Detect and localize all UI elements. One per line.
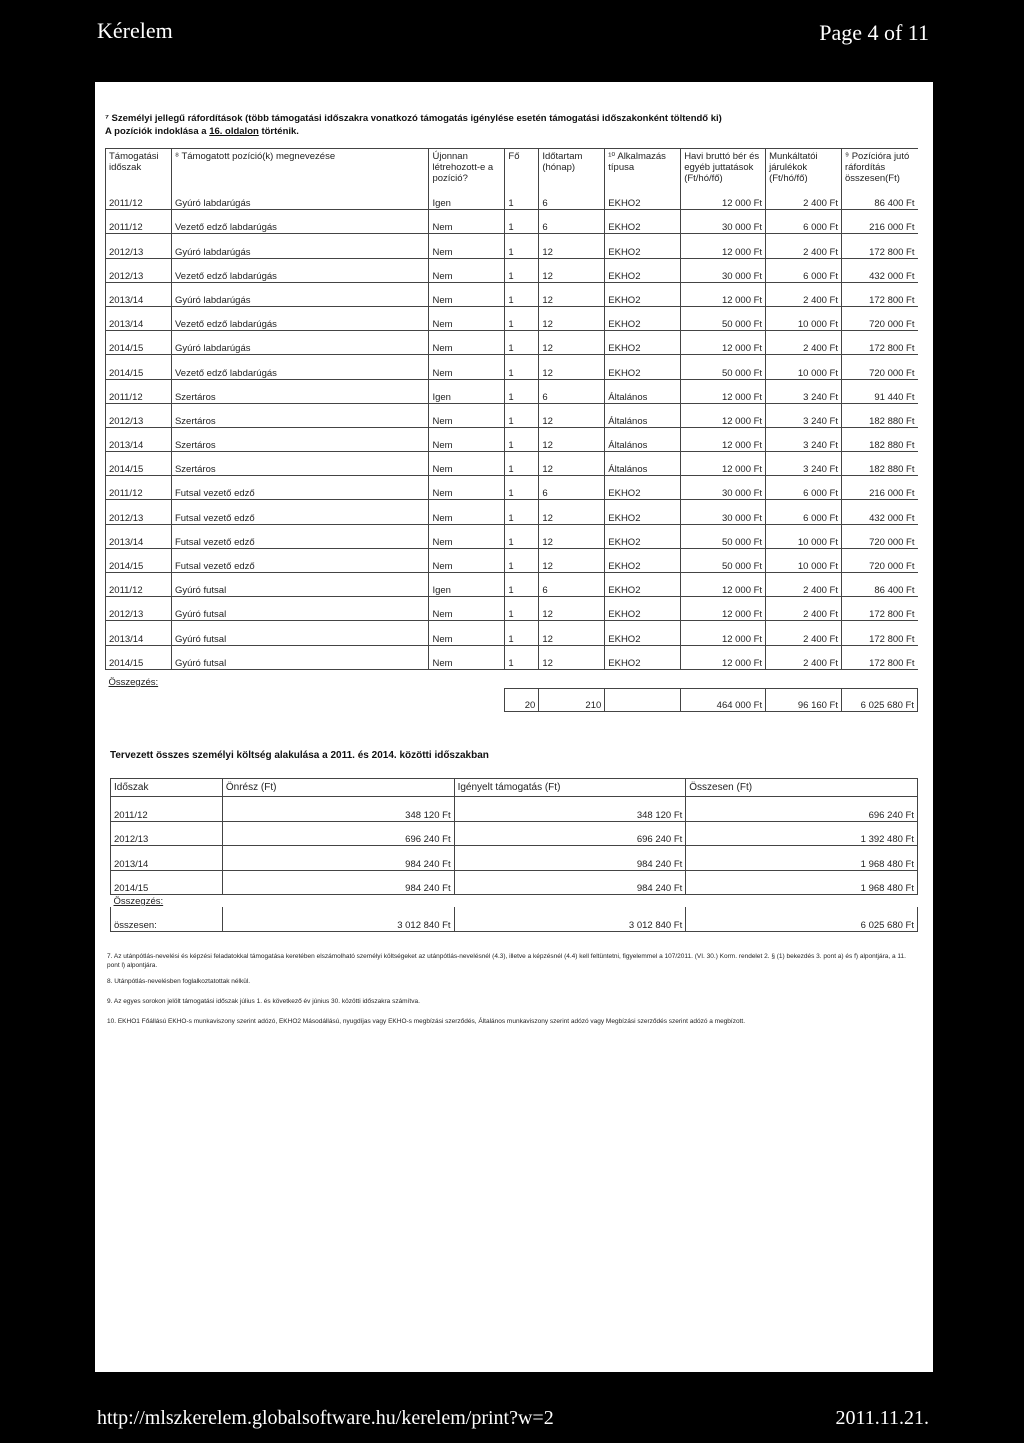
cost-cell: 696 240 Ft	[686, 797, 918, 822]
table-cell: 2 400 Ft	[766, 597, 842, 621]
table-cell: 2012/13	[106, 258, 172, 282]
total-label: összesen:	[111, 907, 223, 931]
cost-cell: 2011/12	[111, 797, 223, 822]
footnote-9: 9. Az egyes sorokon jelölt támogatási időszak július 1. és következő év június 30. közötti időszakra számítva.	[107, 998, 420, 1005]
footnote-10: 10. EKHO1 Főállású EKHO-s munkaviszony szerint adózó, EKHO2 Másodállású, nyugdíjas vagy EKHO-s megbízási szerződés, Általános munkaviszony szerint adózó vagy Megbízási szerződés szerint adózó a megbízott.	[107, 1018, 746, 1025]
table-row	[106, 258, 918, 282]
table-cell: 12 000 Ft	[681, 331, 766, 355]
table-cell: Nem	[429, 234, 505, 258]
table-cell: Futsal vezető edző	[171, 500, 429, 524]
table-cell: 2013/14	[106, 524, 172, 548]
cost-cell: 984 240 Ft	[222, 846, 454, 871]
table-cell: 12	[539, 258, 605, 282]
table-cell: EKHO2	[605, 476, 681, 500]
table-cell: 172 800 Ft	[842, 621, 918, 645]
page-number: Page 4 of 11	[819, 20, 929, 45]
table-cell: Vezető edző labdarúgás	[171, 258, 429, 282]
table-cell: Nem	[429, 621, 505, 645]
table-row	[106, 427, 918, 451]
cost-cell: 1 968 480 Ft	[686, 870, 918, 895]
table-cell: Gyúró labdarúgás	[171, 186, 429, 210]
table-cell: 12 000 Ft	[681, 427, 766, 451]
table-cell: 1	[505, 186, 539, 210]
table-cell: 3 240 Ft	[766, 452, 842, 476]
footnote-7: 7. Az utánpótlás-nevelési és képzési feladatokkal támogatása keretében elszámolható személyi költségeket az utánpótlás-nevelésnél (4.3), illetve a képzésnél (4.4) kell feltüntetni, figyelemmel a 107/2011. (VI. 30.) Korm. rendelet 2. § (1) bekezdés 3. pont a) és f) alpontjára, a 11. pont l) alpontjára.	[107, 953, 906, 969]
table-row	[106, 210, 918, 234]
table-cell: 432 000 Ft	[842, 500, 918, 524]
table-cell: 12 000 Ft	[681, 403, 766, 427]
summary-jarulek: 96 160 Ft	[766, 688, 842, 711]
table-cell: Nem	[429, 524, 505, 548]
table-cell: 720 000 Ft	[842, 524, 918, 548]
table-header	[106, 149, 918, 187]
table-cell: EKHO2	[605, 355, 681, 379]
table-cell: 50 000 Ft	[681, 524, 766, 548]
table-cell: 2014/15	[106, 331, 172, 355]
table-cell: 6 000 Ft	[766, 210, 842, 234]
table-cell: 12	[539, 282, 605, 306]
summary-label-row	[106, 669, 918, 688]
cost-cell: 696 240 Ft	[454, 821, 686, 846]
total-igenyelt: 3 012 840 Ft	[454, 907, 686, 931]
table-cell: 1	[505, 306, 539, 330]
table-cell: 216 000 Ft	[842, 210, 918, 234]
table-cell: 216 000 Ft	[842, 476, 918, 500]
table-row	[106, 379, 918, 403]
table-cell: EKHO2	[605, 331, 681, 355]
table-cell: 2014/15	[106, 452, 172, 476]
table-cell: 12	[539, 403, 605, 427]
col-header: Támogatási időszak	[106, 149, 172, 187]
cost-cell: 2013/14	[111, 846, 223, 871]
document-page	[95, 82, 933, 1372]
table-row	[106, 403, 918, 427]
table-row	[106, 645, 918, 669]
footnote-7-heading	[105, 112, 925, 138]
table-cell: EKHO2	[605, 524, 681, 548]
table-cell: 12 000 Ft	[681, 186, 766, 210]
table-cell: 1	[505, 573, 539, 597]
col-header: Időszak	[111, 779, 223, 797]
cost-row	[111, 870, 918, 895]
col-header: Havi bruttó bér és egyéb juttatások (Ft/hó/fő)	[681, 149, 766, 187]
table-cell: 2013/14	[106, 282, 172, 306]
table-cell: 2013/14	[106, 306, 172, 330]
table-cell: 2011/12	[106, 573, 172, 597]
table-cell: Szertáros	[171, 379, 429, 403]
table-cell: 1	[505, 452, 539, 476]
table-cell: Futsal vezető edző	[171, 548, 429, 572]
table-cell: 6 000 Ft	[766, 476, 842, 500]
table-cell: 2011/12	[106, 379, 172, 403]
table-cell: 720 000 Ft	[842, 548, 918, 572]
table-cell: 2 400 Ft	[766, 645, 842, 669]
table-cell: Nem	[429, 548, 505, 572]
table-row	[106, 500, 918, 524]
table-cell: 182 880 Ft	[842, 427, 918, 451]
table-cell: 172 800 Ft	[842, 331, 918, 355]
table-cell: 12 000 Ft	[681, 645, 766, 669]
table-cell: 1	[505, 379, 539, 403]
table-cell: 12	[539, 621, 605, 645]
cost-cell: 1 392 480 Ft	[686, 821, 918, 846]
positions-table-body	[106, 186, 918, 669]
table-cell: 2012/13	[106, 500, 172, 524]
table-cell: EKHO2	[605, 548, 681, 572]
table-cell: Általános	[605, 427, 681, 451]
table-cell: 1	[505, 621, 539, 645]
summary-idotartam: 210	[539, 688, 605, 711]
table-cell: 10 000 Ft	[766, 524, 842, 548]
table-cell: 50 000 Ft	[681, 306, 766, 330]
table-cell: 10 000 Ft	[766, 306, 842, 330]
cost-total-row	[111, 907, 918, 931]
table-cell: Vezető edző labdarúgás	[171, 306, 429, 330]
cost-cell: 348 120 Ft	[222, 797, 454, 822]
table-cell: 12 000 Ft	[681, 234, 766, 258]
table-row	[106, 452, 918, 476]
table-cell: Gyúró futsal	[171, 597, 429, 621]
cost-cell: 984 240 Ft	[454, 870, 686, 895]
table-cell: 30 000 Ft	[681, 258, 766, 282]
table-cell: 1	[505, 210, 539, 234]
table-cell: 12	[539, 452, 605, 476]
table-cell: 2011/12	[106, 476, 172, 500]
table-cell: 2011/12	[106, 186, 172, 210]
table-cell: 12	[539, 355, 605, 379]
table-cell: 182 880 Ft	[842, 403, 918, 427]
table-cell: Futsal vezető edző	[171, 524, 429, 548]
table-cell: 30 000 Ft	[681, 500, 766, 524]
table-cell: 12	[539, 331, 605, 355]
cost-cell: 2014/15	[111, 870, 223, 895]
table-cell: 172 800 Ft	[842, 597, 918, 621]
table-cell: 1	[505, 403, 539, 427]
table-cell: 12	[539, 500, 605, 524]
table-cell: EKHO2	[605, 282, 681, 306]
col-header: Összesen (Ft)	[686, 779, 918, 797]
cost-summary-label: Összegzés:	[113, 896, 164, 907]
table-cell: EKHO2	[605, 258, 681, 282]
table-cell: 1	[505, 427, 539, 451]
table-cell: Igen	[429, 186, 505, 210]
table-cell: 2014/15	[106, 645, 172, 669]
table-cell: 12	[539, 524, 605, 548]
table-row	[106, 573, 918, 597]
table-cell: Nem	[429, 355, 505, 379]
table-cell: 2014/15	[106, 548, 172, 572]
table-cell: Szertáros	[171, 452, 429, 476]
total-onresz: 3 012 840 Ft	[222, 907, 454, 931]
table-cell: Futsal vezető edző	[171, 476, 429, 500]
table-row	[106, 548, 918, 572]
table-cell: 86 400 Ft	[842, 573, 918, 597]
table-cell: 6	[539, 573, 605, 597]
table-cell: 2 400 Ft	[766, 186, 842, 210]
table-cell: 12	[539, 645, 605, 669]
summary-spacer	[106, 688, 505, 711]
col-header: Fő	[505, 149, 539, 187]
table-cell: Vezető edző labdarúgás	[171, 210, 429, 234]
col-header: ⁸ Támogatott pozíció(k) megnevezése	[171, 149, 429, 187]
planned-cost-title: Tervezett összes személyi költség alakulása a 2011. és 2014. közötti időszakban	[110, 750, 489, 761]
total-osszesen: 6 025 680 Ft	[686, 907, 918, 931]
table-cell: 12	[539, 597, 605, 621]
table-cell: 6	[539, 476, 605, 500]
cost-table-body	[111, 797, 918, 895]
col-header: Munkáltatói járulékok (Ft/hó/fő)	[766, 149, 842, 187]
table-cell: 91 440 Ft	[842, 379, 918, 403]
table-cell: 1	[505, 645, 539, 669]
table-cell: EKHO2	[605, 573, 681, 597]
table-cell: Általános	[605, 452, 681, 476]
cost-row	[111, 846, 918, 871]
table-cell: 12 000 Ft	[681, 597, 766, 621]
note-text: A pozíciók indoklása a	[105, 126, 210, 137]
table-cell: 2014/15	[106, 355, 172, 379]
table-row	[106, 186, 918, 210]
table-cell: Nem	[429, 306, 505, 330]
table-cell: 2012/13	[106, 597, 172, 621]
summary-osszesen: 6 025 680 Ft	[842, 688, 918, 711]
table-cell: Nem	[429, 258, 505, 282]
cost-table	[110, 778, 918, 932]
col-header: ⁹ Pozícióra jutó ráfordítás összesen(Ft)	[842, 149, 918, 187]
table-cell: EKHO2	[605, 621, 681, 645]
table-cell: 2 400 Ft	[766, 573, 842, 597]
table-cell: Gyúró futsal	[171, 645, 429, 669]
col-header: ¹⁰ Alkalmazás típusa	[605, 149, 681, 187]
note-text: történik.	[258, 126, 299, 137]
table-row	[106, 524, 918, 548]
table-cell: 1	[505, 234, 539, 258]
table-cell: 1	[505, 597, 539, 621]
table-cell: 6 000 Ft	[766, 258, 842, 282]
table-cell: EKHO2	[605, 645, 681, 669]
table-cell: Nem	[429, 331, 505, 355]
table-cell: 2012/13	[106, 403, 172, 427]
table-cell: Igen	[429, 573, 505, 597]
table-cell: 1	[505, 524, 539, 548]
table-cell: 172 800 Ft	[842, 645, 918, 669]
col-header: Újonnan létrehozott-e a pozíció?	[429, 149, 505, 187]
table-cell: 182 880 Ft	[842, 452, 918, 476]
note-line-2	[105, 125, 925, 138]
table-cell: 1	[505, 500, 539, 524]
table-cell: 50 000 Ft	[681, 548, 766, 572]
cost-row	[111, 821, 918, 846]
table-cell: 6 000 Ft	[766, 500, 842, 524]
table-cell: Igen	[429, 379, 505, 403]
page-url: http://mlszkerelem.globalsoftware.hu/kerelem/print?w=2	[97, 1407, 554, 1429]
table-cell: Gyúró labdarúgás	[171, 234, 429, 258]
table-cell: 6	[539, 186, 605, 210]
table-cell: EKHO2	[605, 500, 681, 524]
col-header: Igényelt támogatás (Ft)	[454, 779, 686, 797]
table-cell: EKHO2	[605, 306, 681, 330]
table-cell: 172 800 Ft	[842, 282, 918, 306]
summary-fo: 20	[505, 688, 539, 711]
table-cell: 2 400 Ft	[766, 282, 842, 306]
footnote-8: 8. Utánpótlás-nevelésben foglalkoztatottak nélkül.	[107, 978, 251, 985]
table-cell: 1	[505, 355, 539, 379]
table-row	[106, 621, 918, 645]
table-cell: 1	[505, 282, 539, 306]
table-cell: 12	[539, 548, 605, 572]
table-cell: 30 000 Ft	[681, 476, 766, 500]
table-cell: 720 000 Ft	[842, 306, 918, 330]
page-header-title: Kérelem	[97, 18, 173, 43]
table-cell: 12	[539, 427, 605, 451]
cost-cell: 348 120 Ft	[454, 797, 686, 822]
col-header: Időtartam (hónap)	[539, 149, 605, 187]
table-cell: Nem	[429, 403, 505, 427]
table-cell: Általános	[605, 403, 681, 427]
table-cell: Nem	[429, 282, 505, 306]
table-cell: 1	[505, 258, 539, 282]
table-cell: 12 000 Ft	[681, 379, 766, 403]
table-cell: 1	[505, 331, 539, 355]
table-cell: 3 240 Ft	[766, 403, 842, 427]
page-link[interactable]: 16. oldalon	[209, 126, 259, 137]
table-row	[106, 234, 918, 258]
table-row	[106, 306, 918, 330]
table-cell: 50 000 Ft	[681, 355, 766, 379]
table-cell: Nem	[429, 645, 505, 669]
cost-table-header	[111, 779, 918, 797]
table-cell: 172 800 Ft	[842, 234, 918, 258]
table-row	[106, 331, 918, 355]
table-cell: 12 000 Ft	[681, 573, 766, 597]
table-cell: Gyúró labdarúgás	[171, 282, 429, 306]
table-cell: 12 000 Ft	[681, 282, 766, 306]
table-cell: Nem	[429, 500, 505, 524]
table-cell: EKHO2	[605, 210, 681, 234]
cost-summary-label-row	[111, 895, 918, 908]
table-cell: Gyúró futsal	[171, 621, 429, 645]
summary-empty	[605, 688, 681, 711]
cost-cell: 1 968 480 Ft	[686, 846, 918, 871]
table-cell: EKHO2	[605, 597, 681, 621]
table-cell: 1	[505, 548, 539, 572]
table-cell: Szertáros	[171, 427, 429, 451]
table-cell: 432 000 Ft	[842, 258, 918, 282]
table-cell: 3 240 Ft	[766, 427, 842, 451]
table-cell: 30 000 Ft	[681, 210, 766, 234]
table-cell: 720 000 Ft	[842, 355, 918, 379]
cost-cell: 696 240 Ft	[222, 821, 454, 846]
table-cell: 10 000 Ft	[766, 355, 842, 379]
table-cell: 3 240 Ft	[766, 379, 842, 403]
table-row	[106, 597, 918, 621]
table-cell: Nem	[429, 210, 505, 234]
table-cell: 10 000 Ft	[766, 548, 842, 572]
table-cell: 2013/14	[106, 621, 172, 645]
col-header: Önrész (Ft)	[222, 779, 454, 797]
table-cell: 6	[539, 379, 605, 403]
table-cell: Szertáros	[171, 403, 429, 427]
table-cell: Általános	[605, 379, 681, 403]
table-cell: Vezető edző labdarúgás	[171, 355, 429, 379]
summary-label: Összegzés:	[108, 676, 159, 688]
table-cell: Nem	[429, 427, 505, 451]
table-cell: Nem	[429, 476, 505, 500]
table-cell: Gyúró futsal	[171, 573, 429, 597]
table-cell: Nem	[429, 452, 505, 476]
cost-row	[111, 797, 918, 822]
table-cell: 12 000 Ft	[681, 621, 766, 645]
table-cell: 1	[505, 476, 539, 500]
table-cell: 6	[539, 210, 605, 234]
summary-row	[106, 688, 918, 711]
table-cell: Gyúró labdarúgás	[171, 331, 429, 355]
table-cell: Nem	[429, 597, 505, 621]
table-cell: 2 400 Ft	[766, 234, 842, 258]
cost-cell: 984 240 Ft	[454, 846, 686, 871]
table-cell: 12	[539, 306, 605, 330]
table-cell: 2012/13	[106, 234, 172, 258]
table-cell: 12	[539, 234, 605, 258]
table-cell: 2 400 Ft	[766, 331, 842, 355]
summary-havi: 464 000 Ft	[681, 688, 766, 711]
table-cell: 86 400 Ft	[842, 186, 918, 210]
table-cell: 2011/12	[106, 210, 172, 234]
positions-table	[105, 148, 918, 712]
table-row	[106, 476, 918, 500]
table-row	[106, 282, 918, 306]
table-row	[106, 355, 918, 379]
table-cell: 2 400 Ft	[766, 621, 842, 645]
cost-cell: 984 240 Ft	[222, 870, 454, 895]
cost-cell: 2012/13	[111, 821, 223, 846]
table-cell: 2013/14	[106, 427, 172, 451]
table-cell: EKHO2	[605, 186, 681, 210]
print-date: 2011.11.21.	[835, 1407, 929, 1429]
table-cell: 12 000 Ft	[681, 452, 766, 476]
note-line: ⁷ Személyi jellegű ráfordítások (több támogatási időszakra vonatkozó támogatás igénylése esetén támogatási időszakonként töltendő ki)	[105, 113, 722, 124]
table-cell: EKHO2	[605, 234, 681, 258]
